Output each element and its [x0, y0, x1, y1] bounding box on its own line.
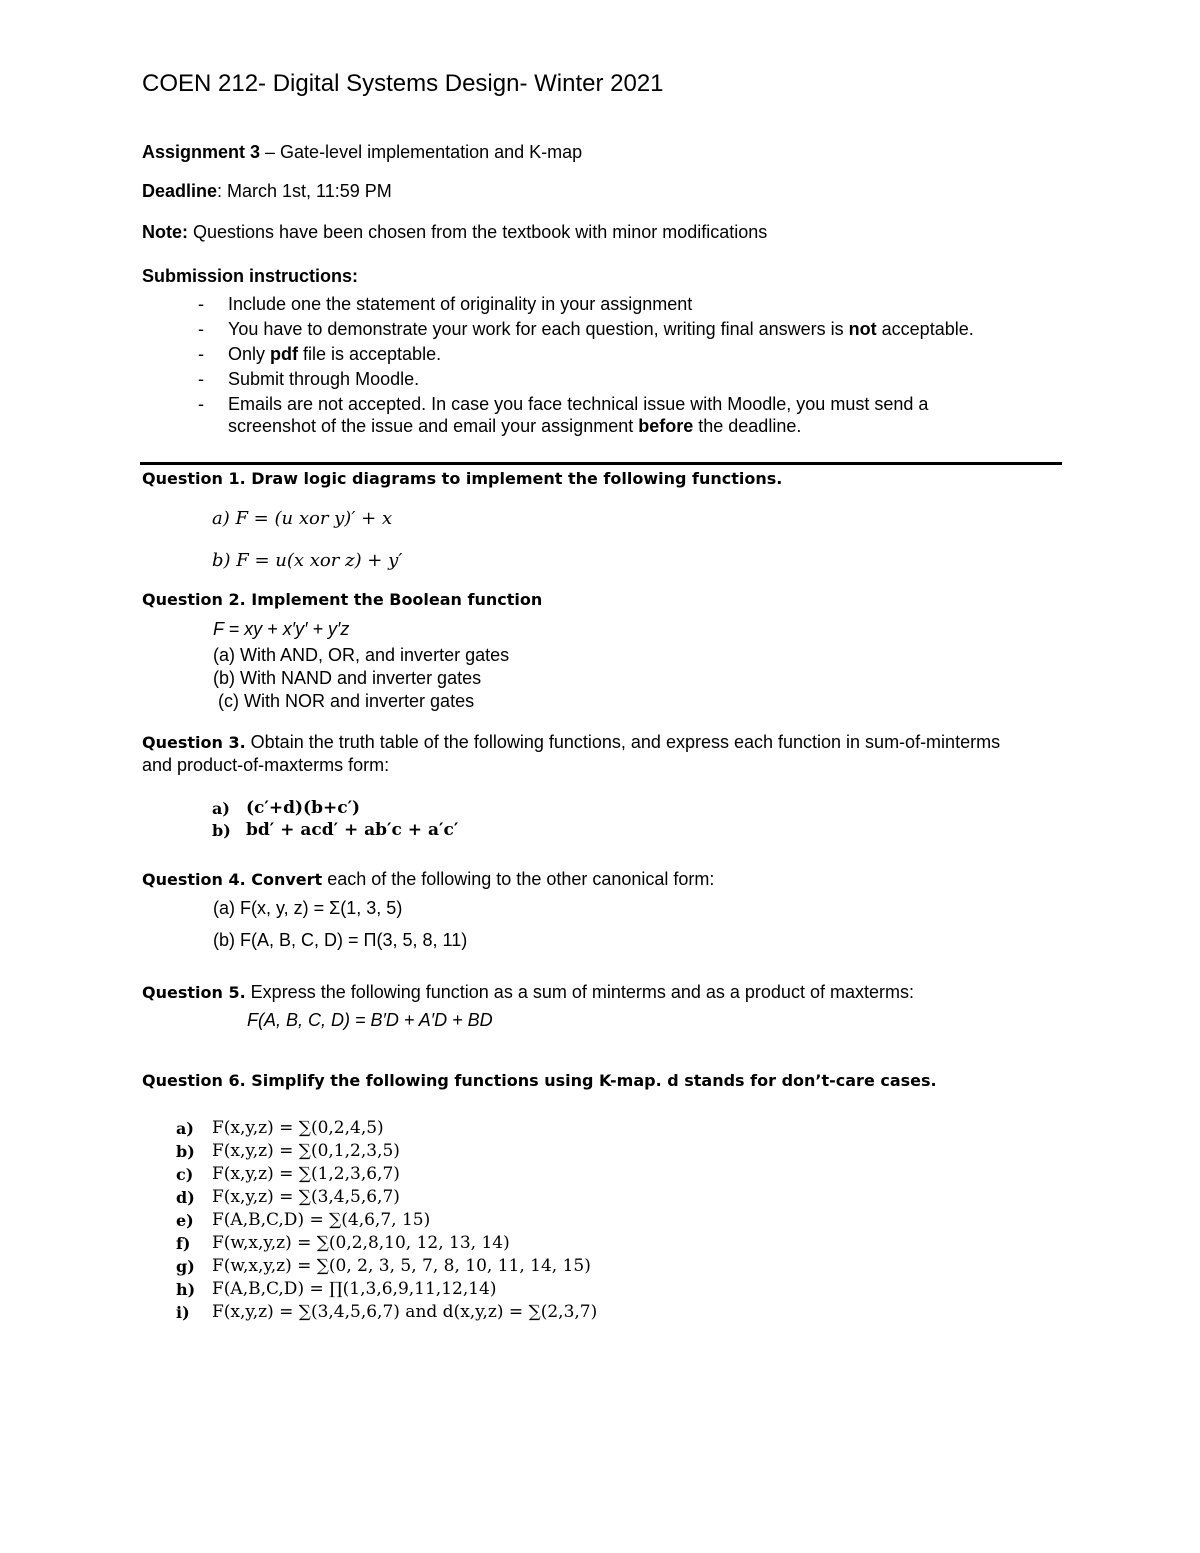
- q4-a: (a) F(x, y, z) = Σ(1, 3, 5): [213, 898, 403, 918]
- q6-item-label: h): [176, 1280, 196, 1299]
- q4-b: (b) F(A, B, C, D) = Π(3, 5, 8, 11): [213, 930, 468, 950]
- q3-item-b-label: b): [212, 821, 231, 840]
- q6-item-expr: F(x,y,z) = ∑(3,4,5,6,7) and d(x,y,z) = ∑(2,3,7): [212, 1302, 598, 1322]
- bullet-dash: -: [198, 394, 204, 414]
- deadline-line: [142, 181, 392, 202]
- bullet-dash: -: [198, 294, 204, 314]
- q2-function: F = xy + x′y′ + y′z: [213, 619, 350, 639]
- page-title: COEN 212- Digital Systems Design- Winter 2021: [142, 70, 664, 97]
- q6-item-expr: F(x,y,z) = ∑(0,2,4,5): [212, 1118, 384, 1138]
- q3-line1: Question 3. Obtain the truth table of the following functions, and express each function in sum-of-minterms: [142, 732, 1001, 752]
- note-text: Questions have been chosen from the textbook with minor modifications: [188, 222, 768, 242]
- submission-item: Only pdf file is acceptable.: [228, 344, 442, 364]
- submission-item-continued: screenshot of the issue and email your assignment before the deadline.: [228, 416, 802, 436]
- deadline-label: Deadline: [142, 181, 218, 201]
- q3-line2: and product-of-maxterms form:: [142, 755, 390, 775]
- q6-item-label: f): [176, 1234, 191, 1253]
- horizontal-divider: [140, 462, 1062, 465]
- deadline-text: : March 1st, 11:59 PM: [217, 181, 392, 201]
- q2-item-b: (b) With NAND and inverter gates: [213, 668, 482, 688]
- q6-item-expr: F(A,B,C,D) = ∑(4,6,7, 15): [212, 1210, 431, 1230]
- submission-item: You have to demonstrate your work for each question, writing final answers is not acceptable.: [228, 319, 974, 339]
- q6-item-label: b): [176, 1142, 195, 1161]
- q3-item-b-expr: bd′ + acd′ + ab′c + a′c′: [246, 820, 459, 840]
- assignment-line: [142, 142, 582, 163]
- note-line: [142, 222, 767, 243]
- bullet-dash: -: [198, 369, 204, 389]
- q5-heading: Question 5. Express the following function as a sum of minterms and as a product of maxterms:: [142, 982, 914, 1002]
- q6-item-label: d): [176, 1188, 195, 1207]
- assignment-text: – Gate-level implementation and K-map: [260, 142, 583, 162]
- q6-item-expr: F(x,y,z) = ∑(3,4,5,6,7): [212, 1187, 400, 1207]
- q2-item-c: (c) With NOR and inverter gates: [213, 691, 475, 711]
- q1-heading: Question 1. Draw logic diagrams to implement the following functions.: [142, 469, 783, 488]
- submission-heading: Submission instructions:: [142, 266, 359, 286]
- q6-item-label: i): [176, 1303, 190, 1322]
- q3-item-a-label: a): [212, 799, 230, 818]
- q6-heading: Question 6. Simplify the following functions using K-map. d stands for don’t-care cases.: [142, 1071, 937, 1090]
- q6-item-label: a): [176, 1119, 194, 1138]
- q6-item-expr: F(w,x,y,z) = ∑(0,2,8,10, 12, 13, 14): [212, 1233, 510, 1253]
- q6-item-expr: F(x,y,z) = ∑(1,2,3,6,7): [212, 1164, 400, 1184]
- submission-item: Emails are not accepted. In case you face technical issue with Moodle, you must send a: [228, 394, 929, 414]
- assignment-label: Assignment 3: [142, 142, 261, 162]
- q1-a: a) F = (u xor y)′ + x: [212, 508, 393, 529]
- q6-item-expr: F(w,x,y,z) = ∑(0, 2, 3, 5, 7, 8, 10, 11, 14, 15): [212, 1256, 591, 1276]
- submission-item: Include one the statement of originality in your assignment: [228, 294, 693, 314]
- q1-b: b) F = u(x xor z) + y′: [212, 550, 403, 571]
- bullet-dash: -: [198, 344, 204, 364]
- q2-item-a: (a) With AND, OR, and inverter gates: [213, 645, 510, 665]
- q6-item-label: e): [176, 1211, 194, 1230]
- q4-heading: Question 4. Convert each of the following to the other canonical form:: [142, 869, 715, 889]
- q2-heading: Question 2. Implement the Boolean function: [142, 590, 543, 609]
- q6-item-expr: F(x,y,z) = ∑(0,1,2,3,5): [212, 1141, 400, 1161]
- submission-item: Submit through Moodle.: [228, 369, 420, 389]
- q6-item-label: c): [176, 1165, 194, 1184]
- q5-function: F(A, B, C, D) = B′D + A′D + BD: [247, 1010, 493, 1030]
- bullet-dash: -: [198, 319, 204, 339]
- q3-item-a-expr: (c′+d)(b+c′): [246, 798, 361, 818]
- q6-item-expr: F(A,B,C,D) = ∏(1,3,6,9,11,12,14): [212, 1279, 497, 1299]
- note-label: Note:: [142, 222, 188, 242]
- q6-item-label: g): [176, 1257, 195, 1276]
